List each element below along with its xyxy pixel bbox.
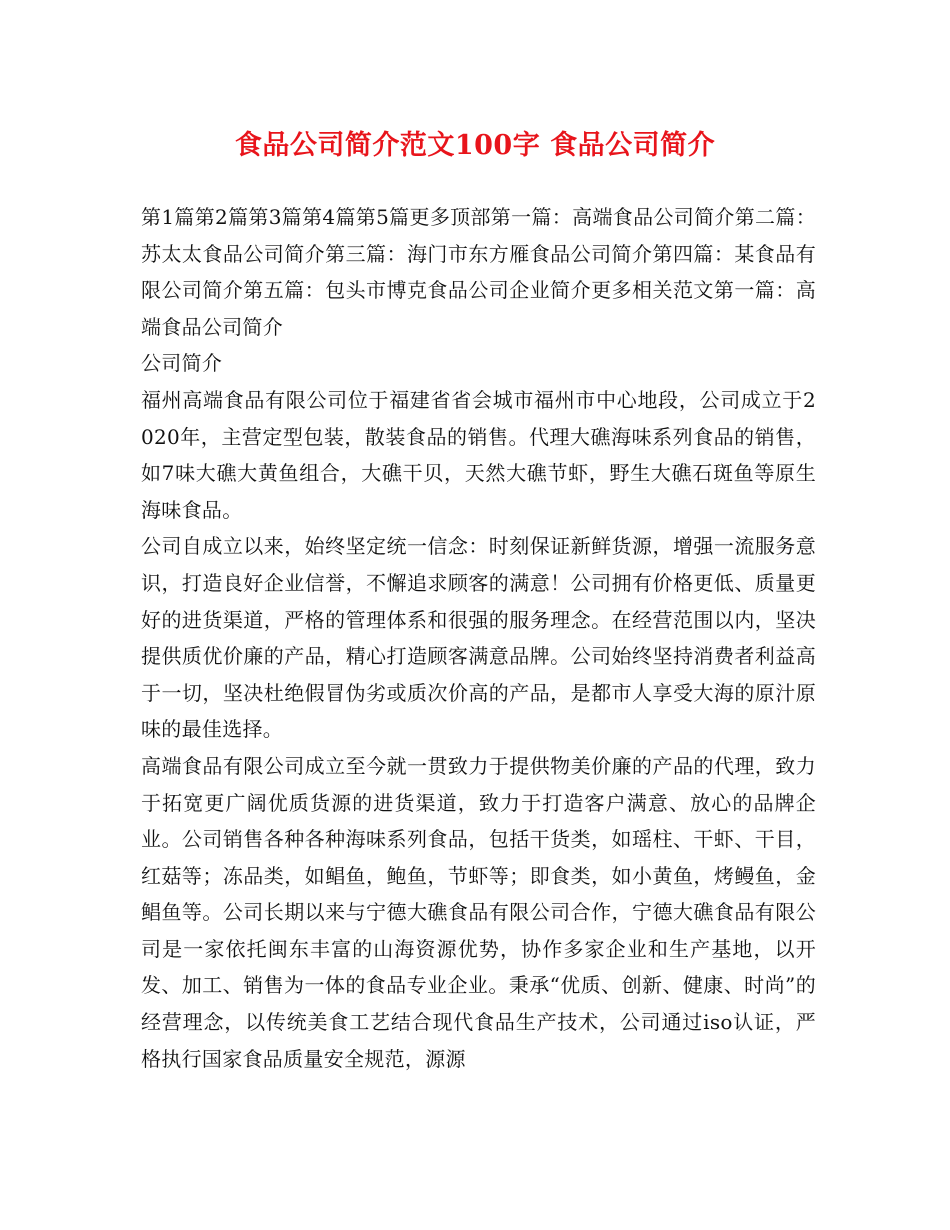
paragraph-company-intro: 福州高端食品有限公司位于福建省省会城市福州市中心地段，公司成立于2020年，主营定型包装，散装食品的销售。代理大礁海味系列食品的销售，如7味大礁大黄鱼组合，大礁干贝，天然大礁节虾，野生大礁石斑鱼等原生海味食品。 — [141, 387, 816, 522]
paragraph-table-of-contents: 第1篇第2篇第3篇第4篇第5篇更多顶部第一篇：高端食品公司简介第二篇：苏太太食品公司简介第三篇：海门市东方雁食品公司简介第四篇：某食品有限公司简介第五篇：包头市博克食品公司企业简介更多相关范文第一篇：高端食品公司简介 — [141, 205, 816, 339]
paragraph-heading-company-profile: 公司简介 — [141, 351, 223, 376]
paragraph-company-business: 高端食品有限公司成立至今就一贯致力于提供物美价廉的产品的代理，致力于拓宽更广阔优质货源的进货渠道，致力于打造客户满意、放心的品牌企业。公司销售各种各种海味系列食品，包括干货类，如瑶柱、干虾、干目，红菇等；冻品类，如鲳鱼，鲍鱼，节虾等；即食类，如小黄鱼，烤鳗鱼，金鲳鱼等。公司长期以来与宁德大礁食品有限公司合作，宁德大礁食品有限公司是一家依托闽东丰富的山海资源优势，协作多家企业和生产基地，以开发、加工、销售为一体的食品专业企业。秉承“优质、创新、健康、时尚”的经营理念，以传统美食工艺结合现代食品生产技术，公司通过iso认证，严格执行国家食品质量安全规范，源源 — [141, 753, 816, 1071]
paragraph-company-philosophy: 公司自成立以来，始终坚定统一信念：时刻保证新鲜货源，增强一流服务意识，打造良好企业信誉，不懈追求顾客的满意！公司拥有价格更低、质量更好的进货渠道，严格的管理体系和很强的服务理念。在经营范围以内，坚决提供质优价廉的产品，精心打造顾客满意品牌。公司始终坚持消费者利益高于一切，坚决杜绝假冒伪劣或质次价高的产品，是都市人享受大海的原汁原味的最佳选择。 — [141, 534, 816, 742]
document-title: 食品公司简介范文100字 食品公司简介 — [234, 130, 716, 161]
document-body — [141, 199, 816, 1077]
